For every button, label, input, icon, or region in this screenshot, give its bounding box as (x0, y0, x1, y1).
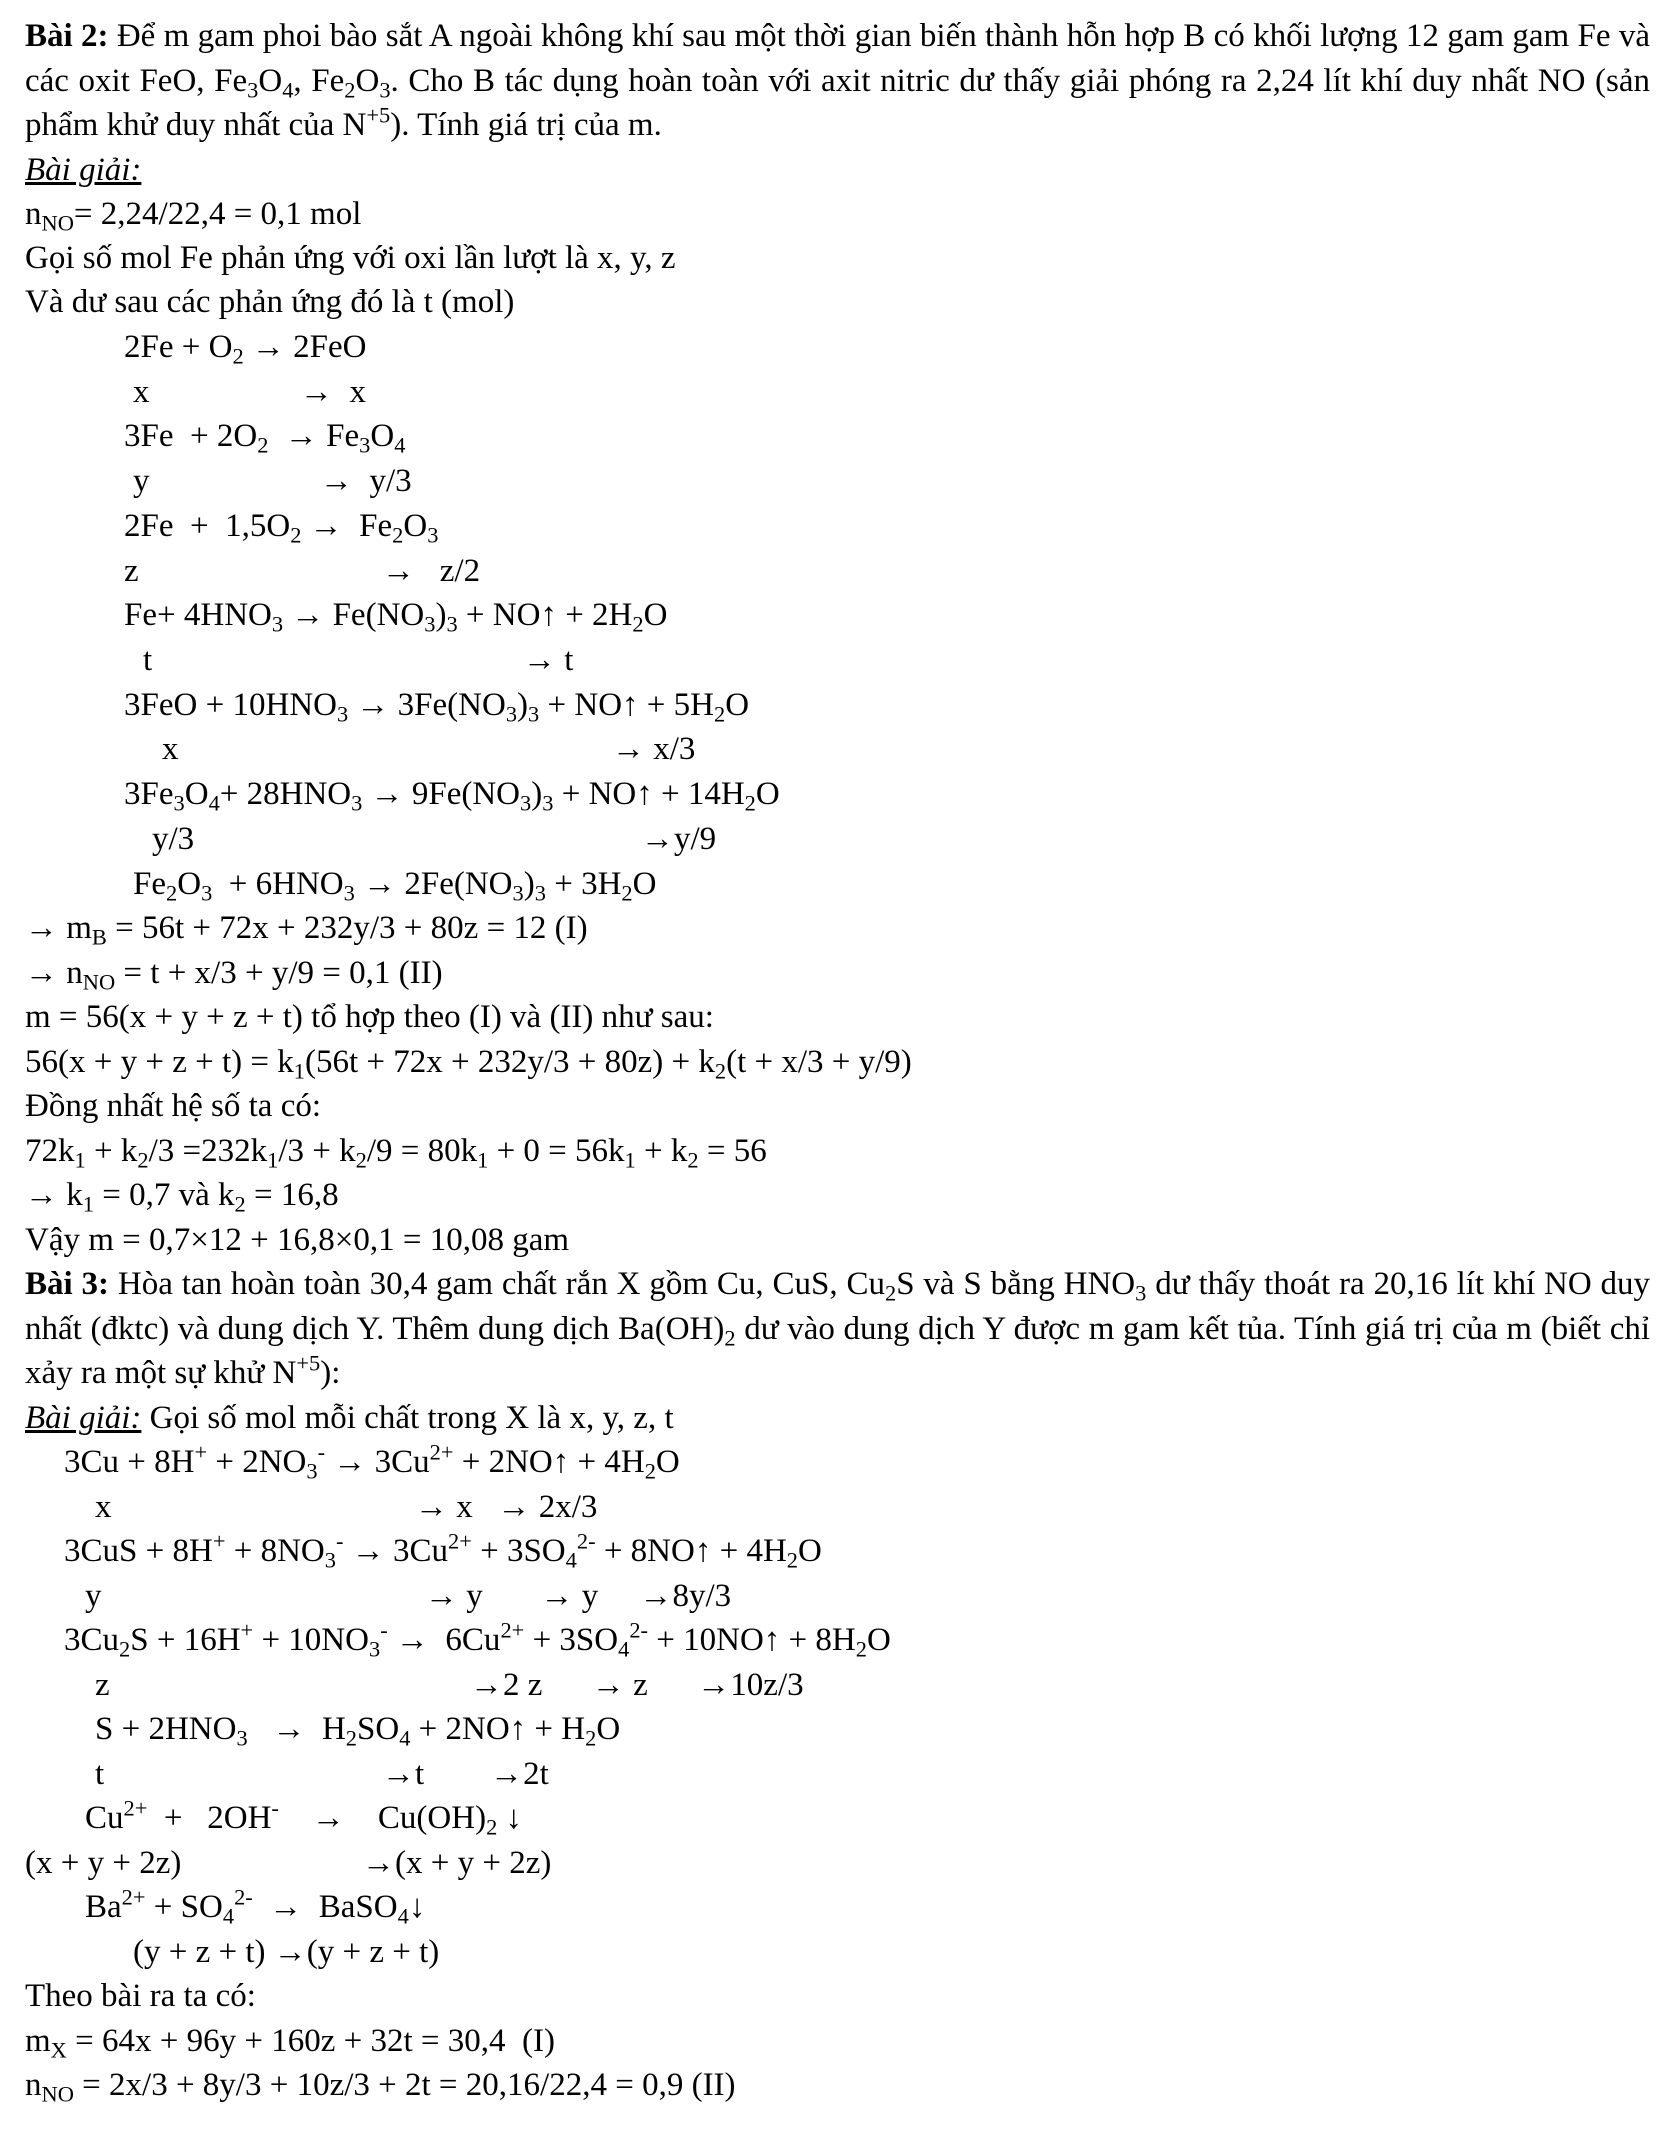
equation-II: → $n_{NO} = t + x/3 + y/9 = 0,1$ (II) (25, 955, 443, 995)
equation: $3FeO + 10HNO_3 \to 3Fe(NO_3)_3$ + NO↑ + $5H_2O$ (124, 687, 750, 727)
problem-3-statement: Bài 3: Hòa tan hoàn toàn 30,4 gam chất rắn X gồm Cu, CuS, $Cu_2S$ và S bằng $HNO_3$ dư thấy thoát ra 20,16 lít khí NO duy nhất (đktc) và dung dịch Y. Thêm dung dịch $Ba(OH)_2$ dư vào dung dịch Y được m gam kết tủa. Tính giá trị của m (biết chỉ xảy ra một sự khử $N^{+5}$): (25, 1266, 1651, 1391)
stoich-row: x (95, 1489, 112, 1525)
equation: $Fe+ 4HNO_3 \to Fe(NO_3)_3$ + NO↑ + $2H_2O$ (124, 597, 668, 637)
problem-3-title: Bài 3: (25, 1266, 110, 1302)
stoich-row: y (133, 463, 150, 499)
equation-I: → $m_B = 56t + 72x + 232y/3 + 80z = 12$ (I) (25, 910, 588, 950)
equation: $2Fe + 1,5O_2 \to Fe_2O_3$ (124, 508, 439, 548)
equation: $Fe_2O_3 + 6HNO_3 \to 2Fe(NO_3)_3 + 3H_2O$ (133, 866, 657, 906)
equation: $3Fe_3O_4+ 28HNO_3 \to 9Fe(NO_3)_3$ + NO↑ + $14H_2O$ (124, 776, 780, 816)
solution-line: $56(x + y + z + t) = k_1(56t + 72x + 232y/3 + 80z) + k_2(t + x/3 + y/9)$ (25, 1044, 912, 1084)
solution-3-intro-line (25, 1396, 674, 1441)
solution-line: → $k_1 = 0,7$ và $k_2 = 16,8$ (25, 1177, 339, 1217)
equation: $S + 2HNO_3 \to H_2SO_4$ + 2NO↑ + $H_2O$ (95, 1711, 621, 1751)
stoich-row: z (95, 1667, 110, 1703)
equation-II: $n_{NO} = 2x/3 + 8y/3 + 10z/3 + 2t = 20,16/22,4 = 0,9$ (II) (25, 2067, 736, 2107)
stoich-row: → z/2 (382, 553, 481, 589)
stoich-row: x (162, 731, 179, 767)
solution-line: $72k_1 + k_2/3 =232k_1/3 + k_2/9 = 80k_1 + 0 = 56k_1 + k_2 = 56$ (25, 1133, 767, 1173)
equation: $3Cu + 8H^+ + 2NO_3^- \to 3Cu^{2+}$ + 2NO↑ + $4H_2O$ (64, 1439, 680, 1484)
stoich-row: t (95, 1756, 105, 1792)
solution-line: Đồng nhất hệ số ta có: (25, 1088, 322, 1124)
stoich-row: → x → 2x/3 (415, 1489, 598, 1525)
equation: $3CuS + 8H^+ + 8NO_3^- \to 3Cu^{2+} + 3SO_4^{2-}$ + 8NO↑ + $4H_2O$ (64, 1528, 822, 1573)
equation: $Cu^{2+} + 2OH^-$ → $Cu(OH)_2$ ↓ (85, 1795, 523, 1840)
solution-2-label: Bài giải: (25, 152, 142, 188)
stoich-row: x (133, 374, 150, 410)
equation: $3Cu_2S + 16H^+ + 10NO_3^- \to 6Cu^{2+} + 3SO_4^{2-}$ + 10NO↑ + $8H_2O$ (64, 1617, 891, 1662)
stoich-row: y (85, 1578, 102, 1614)
problem-2-statement: Bài 2: Để m gam phoi bào sắt A ngoài không khí sau một thời gian biến thành hỗn hợp B có khối lượng 12 gam gam Fe và các oxit FeO, $Fe_3O_4$, $Fe_2O_3$. Cho B tác dụng hoàn toàn với axit nitric dư thấy giải phóng ra 2,24 lít khí duy nhất NO (sản phẩm khử duy nhất của $N^{+5}$). Tính giá trị của m. (25, 18, 1650, 143)
stoich-row: →2 z → z →10z/3 (470, 1667, 804, 1703)
stoich-row: t (143, 642, 153, 678)
stoich-row: →t →2t (382, 1756, 549, 1792)
solution-3-label: Bài giải: (25, 1400, 142, 1436)
stoich-row: y/3 (152, 821, 195, 857)
stoich-row: → x (300, 374, 366, 410)
stoich-row: (x + y + 2z) (25, 1845, 182, 1881)
equation: $3Fe + 2O_2 \to Fe_3O_4$ (124, 418, 406, 458)
answer-2: Vậy m = 0,7×12 + 16,8×0,1 = 10,08 gam (25, 1222, 570, 1258)
solution-3-intro: Gọi số mol mỗi chất trong X là x, y, z, t (149, 1400, 674, 1436)
equation: $2Fe + O_2 \to 2FeO$ (124, 329, 367, 369)
stoich-row: →(x + y + 2z) (362, 1845, 552, 1881)
equation-I: $m_X = 64x + 96y + 160z + 32t = 30,4$ (I) (25, 2023, 555, 2063)
stoich-row: z (124, 553, 139, 589)
stoich-row: → x/3 (612, 731, 696, 767)
solution-line: $n_{NO}= 2,24/22,4 = 0,1$ mol (25, 196, 362, 236)
stoich-row: (y + z + t) →(y + z + t) (133, 1934, 440, 1970)
stoich-row: → t (523, 642, 574, 678)
solution-line: m = 56(x + y + z + t) tổ hợp theo (I) và (II) như sau: (25, 999, 714, 1035)
stoich-row: → y → y →8y/3 (425, 1578, 732, 1614)
stoich-row: → y/3 (320, 463, 412, 499)
problem-2-title: Bài 2: (25, 18, 109, 54)
solution-line: Theo bài ra ta có: (25, 1978, 256, 2014)
solution-line: Và dư sau các phản ứng đó là t (mol) (25, 284, 515, 320)
stoich-row: →y/9 (641, 821, 717, 857)
equation: $Ba^{2+} + SO_4^{2-}$ → BaSO$_4$↓ (85, 1884, 426, 1929)
solution-line: Gọi số mol Fe phản ứng với oxi lần lượt là x, y, z (25, 240, 676, 276)
